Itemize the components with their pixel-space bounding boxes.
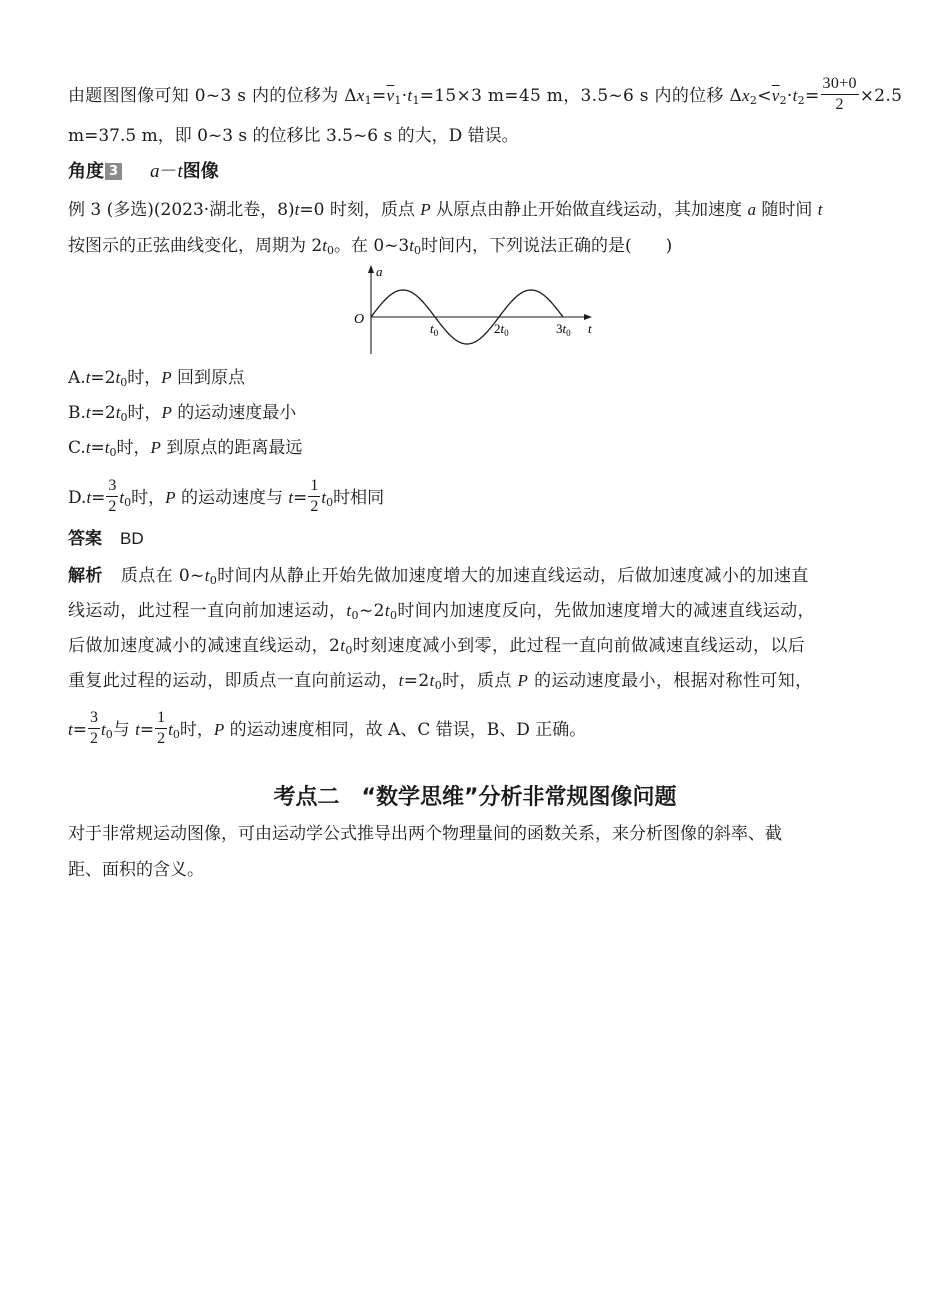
- answer-label: 答案: [68, 529, 102, 549]
- y-axis-label: a: [376, 264, 383, 279]
- x-axis-label: t: [588, 321, 592, 336]
- option-d: D.t= $\frac{3}{2}$ $t_0$时，P 的运动速度与 t= $\frac{1}{2}$ $t_0$时相同: [68, 477, 385, 515]
- analysis-line-1: 解析 质点在 $0\sim t_0$时间内从静止开始先做加速度增大的加速直线运动，后做加速度减小的加速直: [68, 566, 809, 587]
- example-line-1: 例 3 (多选)(2023·湖北卷，8)t=0 时刻，质点 P 从原点由静止开始做直线运动，其加速度 a 随时间 t: [68, 200, 823, 220]
- tick-label-t0: $t_0$: [430, 321, 439, 338]
- example-line-2: 按图示的正弦曲线变化，周期为 $2t_0$。在 $0\sim 3t_0$时间内，下列说法正确的是( ): [68, 236, 673, 257]
- angle-heading: 角度 3 a－t图像: [68, 161, 219, 182]
- analysis-line-4: 重复此过程的运动，即质点一直向前运动，$t=2t_0$时，质点 P 的运动速度最小，根据对称性可知，: [68, 671, 813, 692]
- answer-value: BD: [120, 529, 144, 548]
- fraction: $\frac{30+0}{2}$: [822, 75, 857, 113]
- section-body-line-2: 距、面积的含义。: [68, 860, 204, 880]
- answer-line: [68, 527, 144, 551]
- solution-line-1: 由题图图像可知 0~3 s 内的位移为 $\Delta x_1=\overline{v}_1\cdot t_1=15\times 3$ m=45 m，3.5~6 s 内的位移 $\Delta x_2<\overline{v}_2\cdot t_2=$ $\frac{30+0}{2}$ ×2.5: [68, 75, 903, 113]
- x-axis-arrow: [584, 314, 592, 320]
- origin-label: O: [354, 312, 365, 327]
- tick-label-2t0: $2t_0$: [494, 321, 509, 338]
- solution-line-2: m=37.5 m，即 0~3 s 的位移比 3.5~6 s 的大，D 错误。: [68, 126, 519, 146]
- angle-number-badge: 3: [105, 163, 122, 180]
- analysis-line-2: 线运动，此过程一直向前加速运动，$t_0\sim 2t_0$时间内加速度反向，先做加速度增大的减速直线运动，: [68, 601, 815, 622]
- fraction: $\frac{1}{2}$: [310, 477, 319, 515]
- section-title: 考点二 “数学思维”分析非常规图像问题: [273, 785, 677, 810]
- option-a: $A.t=2t_0$时，P 回到原点: [68, 368, 246, 389]
- analysis-line-5: t= $\frac{3}{2}$ $t_0$与 t= $\frac{1}{2}$ $t_0$时，P 的运动速度相同，故 A、C 错误，B、D 正确。: [68, 709, 587, 747]
- analysis-line-3: 后做加速度减小的减速直线运动，$2t_0$时刻速度减小到零，此过程一直向前做减速直线运动，以后: [68, 636, 806, 657]
- a-t-sine-graph: [340, 262, 610, 358]
- tick-label-3t0: $3t_0$: [556, 321, 571, 338]
- fraction: $\frac{1}{2}$: [157, 709, 166, 747]
- y-axis-arrow: [368, 265, 374, 273]
- fraction: $\frac{3}{2}$: [108, 477, 117, 515]
- analysis-label: 解析: [68, 566, 103, 586]
- option-c: $C.t=t_0$时，P 到原点的距离最远: [68, 438, 303, 459]
- fraction: $\frac{3}{2}$: [89, 709, 98, 747]
- section-body-line-1: 对于非常规运动图像，可由运动学公式推导出两个物理量间的函数关系，来分析图像的斜率、截: [68, 824, 782, 844]
- option-b: $B.t=2t_0$时，P 的运动速度最小: [68, 403, 297, 424]
